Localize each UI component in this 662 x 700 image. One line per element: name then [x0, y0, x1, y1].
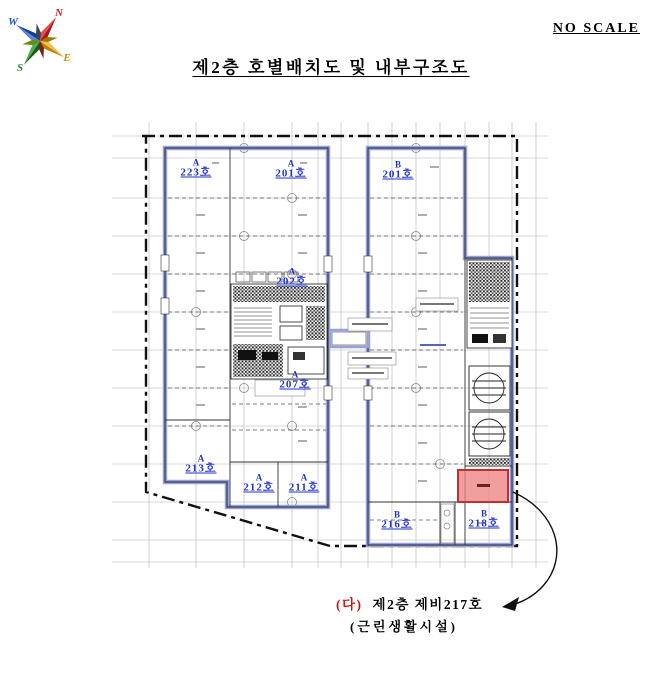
compass-north-label: N	[55, 7, 63, 19]
unit-label-202: A 202호	[276, 266, 308, 288]
page-title: 제2층 호별배치도 및 내부구조도	[192, 58, 470, 77]
service-shaft	[441, 504, 454, 543]
unit-label-b201: B 201호	[382, 159, 414, 181]
compass-west-label: W	[8, 16, 18, 28]
unit-label-207: A 207호	[279, 369, 311, 391]
unit-label-216: B 216호	[381, 509, 413, 531]
unit-label-223: A 223호	[180, 157, 212, 179]
unit-217-highlight	[458, 470, 508, 502]
compass-east-label: E	[63, 52, 71, 64]
unit-label-212: A 212호	[243, 472, 275, 494]
unit-label-a201: A 201호	[275, 158, 307, 180]
no-scale-note: NO SCALE	[552, 21, 640, 36]
unit-label-218: B 218호	[468, 508, 500, 530]
unit-label-211: A 211호	[288, 472, 320, 494]
callout-line1	[336, 593, 483, 613]
connector-bridge	[330, 330, 368, 347]
arrowhead-icon	[502, 597, 519, 611]
building-b-core	[467, 260, 512, 465]
compass-south-label: S	[16, 62, 24, 74]
callout-unit-text: 제2층 제비217호	[372, 597, 484, 612]
callout-annotation	[336, 593, 483, 635]
unit-label-213: A 213호	[185, 453, 217, 475]
callout-prefix: (다)	[336, 597, 363, 612]
elevator-symbol	[469, 412, 510, 456]
elevator-symbol	[469, 366, 510, 410]
callout-line2: (근린생활시설)	[350, 619, 459, 634]
